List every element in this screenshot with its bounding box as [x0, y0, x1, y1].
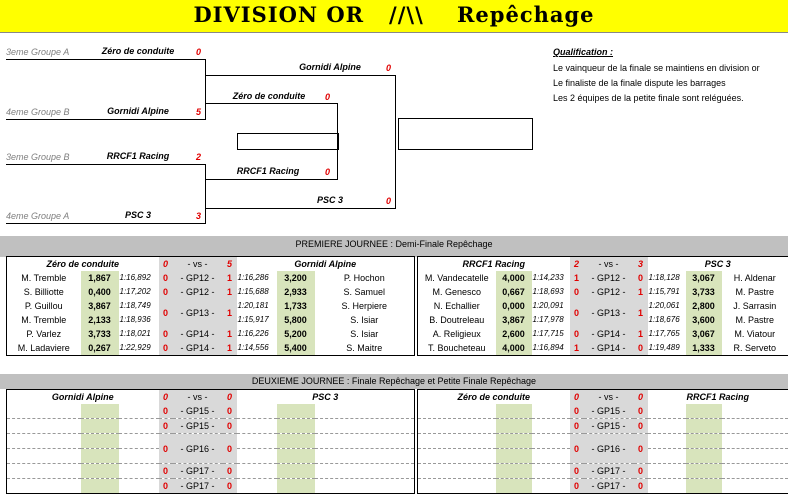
player-name[interactable]: S. Billiotte — [23, 287, 64, 297]
player-name[interactable]: P. Guillou — [24, 301, 63, 311]
race-score: 1 — [223, 299, 237, 327]
race-label: - GP12 - — [173, 285, 223, 299]
team-b-name: Gornidi Alpine — [294, 259, 357, 269]
race-score: 0 — [159, 404, 173, 419]
team-b-score: 0 — [634, 390, 648, 405]
player-points: 3,067 — [686, 327, 722, 341]
player-row — [7, 464, 415, 479]
race-score: 1 — [223, 327, 237, 341]
player-name-cell[interactable] — [418, 464, 496, 479]
section-header: DEUXIEME JOURNEE : Finale Repêchage et Petite Finale Repêchage — [251, 376, 537, 386]
lap-time: 1:17,202 — [119, 287, 151, 296]
player-points: 1,733 — [277, 299, 315, 313]
player-points: 0,667 — [496, 285, 532, 299]
race-label: - GP13 - — [173, 299, 223, 327]
player-name-cell[interactable] — [7, 419, 81, 434]
lap-time-cell — [237, 449, 277, 464]
race-label: - GP14 - — [173, 341, 223, 356]
player-row — [418, 341, 788, 356]
race-score: 0 — [159, 271, 173, 285]
player-row — [7, 434, 415, 449]
race-score: 0 — [223, 464, 237, 479]
lap-time-cell — [237, 464, 277, 479]
player-name-cell[interactable] — [722, 479, 788, 494]
player-points-cell — [686, 449, 722, 464]
lap-time: 1:15,791 — [648, 287, 680, 296]
player-points-cell — [686, 464, 722, 479]
lap-time: 1:16,892 — [119, 273, 151, 282]
player-name[interactable]: B. Doutreleau — [429, 315, 485, 325]
race-score: 0 — [223, 404, 237, 419]
player-name[interactable]: M. Vandecatelle — [424, 273, 489, 283]
player-name[interactable]: S. Maitre — [346, 343, 383, 353]
player-points-cell — [686, 479, 722, 494]
player-points-cell — [686, 434, 722, 449]
race-score: 0 — [634, 341, 648, 356]
race-score: 0 — [570, 299, 584, 327]
player-points: 0,000 — [496, 299, 532, 313]
vs-label: - vs - — [584, 257, 634, 272]
race-score: 1 — [223, 271, 237, 285]
lap-time-cell — [532, 464, 570, 479]
lap-time: 1:20,091 — [532, 301, 564, 310]
lap-time-cell — [648, 449, 686, 464]
player-points: 3,867 — [496, 313, 532, 327]
lap-time: 1:20,181 — [237, 301, 269, 310]
bracket-score: 0 — [325, 92, 331, 102]
player-name-cell[interactable] — [315, 464, 415, 479]
team-b-score: 5 — [223, 257, 237, 272]
vs-label: - vs - — [584, 390, 634, 405]
bracket-score: 0 — [325, 167, 331, 177]
player-points-cell — [496, 404, 532, 419]
player-row — [7, 419, 415, 434]
player-name[interactable]: M. Pastre — [735, 315, 775, 325]
player-name-cell[interactable] — [722, 404, 788, 419]
player-points: 1,333 — [686, 341, 722, 356]
qualification-line: Les 2 équipes de la petite finale sont reléguées. — [553, 93, 744, 103]
player-row — [7, 285, 415, 299]
race-label: - GP12 - — [173, 271, 223, 285]
lap-time: 1:15,688 — [237, 287, 269, 296]
player-row — [7, 479, 415, 494]
player-name-cell[interactable] — [7, 449, 81, 464]
race-score: 0 — [570, 434, 584, 464]
team-a-score: 2 — [570, 257, 584, 272]
lap-time-cell — [532, 434, 570, 449]
player-name-cell[interactable] — [418, 434, 496, 449]
team-b-name: PSC 3 — [704, 259, 731, 269]
race-label: - GP17 - — [584, 464, 634, 479]
player-points-cell — [81, 419, 119, 434]
race-score: 0 — [570, 479, 584, 494]
team-a-name: RRCF1 Racing — [462, 259, 525, 269]
player-points-cell — [81, 479, 119, 494]
player-points: 5,800 — [277, 313, 315, 327]
final-winner-box — [398, 118, 533, 150]
bracket-team[interactable]: RRCF1 Racing — [106, 151, 170, 161]
race-score: 1 — [634, 327, 648, 341]
lap-time-cell — [237, 434, 277, 449]
player-points: 2,133 — [81, 313, 119, 327]
player-points: 2,600 — [496, 327, 532, 341]
race-score: 0 — [159, 464, 173, 479]
lap-time-cell — [119, 479, 159, 494]
match-table — [417, 389, 788, 494]
player-name-cell[interactable] — [722, 419, 788, 434]
lap-time: 1:17,978 — [532, 315, 564, 324]
race-score: 1 — [223, 285, 237, 299]
lap-time: 1:15,917 — [237, 315, 269, 324]
lap-time-cell — [532, 479, 570, 494]
lap-time: 1:14,556 — [237, 343, 269, 352]
player-name[interactable]: M. Ladaviere — [17, 343, 70, 353]
race-score: 0 — [570, 464, 584, 479]
match-table — [6, 256, 415, 356]
lap-time: 1:16,894 — [532, 343, 564, 352]
race-label: - GP15 - — [173, 419, 223, 434]
race-label: - GP12 - — [584, 285, 634, 299]
race-label: - GP16 - — [584, 434, 634, 464]
player-points-cell — [277, 464, 315, 479]
race-score: 0 — [634, 464, 648, 479]
player-name-cell[interactable] — [418, 419, 496, 434]
lap-time: 1:18,936 — [119, 315, 151, 324]
player-points-cell — [81, 404, 119, 419]
team-b-score: 0 — [223, 390, 237, 405]
player-name-cell[interactable] — [722, 449, 788, 464]
player-name-cell[interactable] — [418, 449, 496, 464]
player-points: 3,067 — [686, 271, 722, 285]
player-points-cell — [496, 479, 532, 494]
lap-time-cell — [119, 464, 159, 479]
race-score: 0 — [634, 434, 648, 464]
bracket-team[interactable]: PSC 3 — [124, 210, 151, 220]
player-name-cell[interactable] — [315, 449, 415, 464]
lap-time: 1:14,233 — [532, 273, 564, 282]
player-name-cell[interactable] — [315, 479, 415, 494]
qualification-line: Le finaliste de la finale dispute les barrages — [553, 78, 726, 88]
race-score: 0 — [159, 285, 173, 299]
player-name[interactable]: M. Tremble — [21, 273, 67, 283]
race-label: - GP17 - — [173, 479, 223, 494]
lap-time-cell — [119, 419, 159, 434]
player-points-cell — [277, 419, 315, 434]
bracket-team[interactable]: Zéro de conduite — [101, 46, 175, 56]
lap-time: 1:18,749 — [119, 301, 151, 310]
bracket-score: 0 — [196, 47, 202, 57]
player-points: 2,800 — [686, 299, 722, 313]
player-points-cell — [496, 449, 532, 464]
team-b-name: PSC 3 — [312, 392, 339, 402]
player-points: 1,867 — [81, 271, 119, 285]
group-label: 3eme Groupe B — [6, 152, 70, 162]
player-row — [418, 327, 788, 341]
player-name-cell[interactable] — [315, 434, 415, 449]
player-points-cell — [277, 449, 315, 464]
player-name-cell[interactable] — [7, 464, 81, 479]
lap-time-cell — [648, 434, 686, 449]
player-points: 2,933 — [277, 285, 315, 299]
player-name-cell[interactable] — [315, 419, 415, 434]
race-score: 0 — [570, 327, 584, 341]
player-name[interactable]: R. Serveto — [733, 343, 777, 353]
race-label: - GP15 - — [173, 404, 223, 419]
player-name-cell[interactable] — [7, 479, 81, 494]
player-name[interactable]: S. Isiar — [350, 315, 379, 325]
lap-time-cell — [237, 404, 277, 419]
race-label: - GP14 - — [584, 327, 634, 341]
lap-time-cell — [237, 479, 277, 494]
vs-label: - vs - — [173, 390, 223, 405]
player-name[interactable]: M. Pastre — [735, 287, 775, 297]
lap-time-cell — [648, 404, 686, 419]
race-score: 0 — [570, 404, 584, 419]
player-points-cell — [496, 464, 532, 479]
player-name[interactable]: T. Boucheteau — [427, 343, 486, 353]
player-row — [7, 327, 415, 341]
race-score: 0 — [159, 341, 173, 356]
lap-time: 1:17,715 — [532, 329, 564, 338]
lap-time: 1:16,226 — [237, 329, 269, 338]
team-a-score: 0 — [159, 257, 173, 272]
player-name[interactable]: N. Echallier — [433, 301, 480, 311]
player-name[interactable]: A. Religieux — [432, 329, 481, 339]
bracket-score: 2 — [196, 152, 202, 162]
player-name[interactable]: M. Genesco — [432, 287, 482, 297]
lap-time: 1:22,929 — [119, 343, 151, 352]
group-label: 4eme Groupe B — [6, 107, 70, 117]
race-score: 0 — [634, 419, 648, 434]
lap-time: 1:18,693 — [532, 287, 564, 296]
player-row — [418, 271, 788, 285]
race-label: - GP14 - — [584, 341, 634, 356]
lap-time-cell — [648, 464, 686, 479]
player-points-cell — [81, 464, 119, 479]
race-label: - GP12 - — [584, 271, 634, 285]
bracket-score: 3 — [196, 211, 202, 221]
page-title: DIVISION OR //\\ Repêchage — [193, 2, 595, 27]
player-row — [418, 464, 788, 479]
race-score: 0 — [634, 271, 648, 285]
player-points-cell — [277, 479, 315, 494]
section-header: PREMIERE JOURNEE : Demi-Finale Repêchage — [295, 239, 493, 249]
player-name-cell[interactable] — [418, 479, 496, 494]
match-table — [6, 389, 415, 494]
player-name[interactable]: P. Varlez — [26, 329, 62, 339]
player-points-cell — [277, 434, 315, 449]
race-label: - GP14 - — [173, 327, 223, 341]
player-points-cell — [81, 449, 119, 464]
player-row — [7, 271, 415, 285]
player-name-cell[interactable] — [7, 404, 81, 419]
race-score: 0 — [159, 299, 173, 327]
player-row — [7, 404, 415, 419]
lap-time: 1:18,021 — [119, 329, 151, 338]
race-score: 0 — [634, 479, 648, 494]
player-points: 3,200 — [277, 271, 315, 285]
lap-time-cell — [532, 419, 570, 434]
lap-time-cell — [119, 404, 159, 419]
lap-time-cell — [237, 419, 277, 434]
race-score: 0 — [159, 434, 173, 464]
player-row — [7, 299, 415, 313]
player-name[interactable]: S. Herpiere — [341, 301, 388, 311]
lap-time: 1:18,128 — [648, 273, 680, 282]
player-name[interactable]: M. Viatour — [734, 329, 776, 339]
team-a-name: Zéro de conduite — [46, 259, 120, 269]
player-name-cell[interactable] — [315, 404, 415, 419]
bracket-score: 0 — [386, 196, 392, 206]
player-points: 3,600 — [686, 313, 722, 327]
player-points: 3,733 — [686, 285, 722, 299]
lap-time-cell — [648, 419, 686, 434]
lap-time-cell — [119, 449, 159, 464]
race-score: 1 — [223, 341, 237, 356]
player-row — [418, 299, 788, 313]
team-a-score: 0 — [159, 390, 173, 405]
lap-time-cell — [532, 404, 570, 419]
race-label: - GP16 - — [173, 434, 223, 464]
race-label: - GP15 - — [584, 419, 634, 434]
bracket-team[interactable]: Gornidi Alpine — [299, 62, 361, 72]
race-score: 0 — [223, 479, 237, 494]
player-points: 5,400 — [277, 341, 315, 356]
race-score: 1 — [570, 341, 584, 356]
race-label: - GP15 - — [584, 404, 634, 419]
lap-time: 1:17,765 — [648, 329, 680, 338]
player-name[interactable]: H. Aldenar — [733, 273, 776, 283]
race-label: - GP17 - — [173, 464, 223, 479]
player-points-cell — [496, 434, 532, 449]
team-a-score: 0 — [570, 390, 584, 405]
race-score: 0 — [634, 404, 648, 419]
player-name-cell[interactable] — [722, 434, 788, 449]
team-a-name: Zéro de conduite — [457, 392, 531, 402]
player-points: 4,000 — [496, 341, 532, 356]
bracket-score: 0 — [386, 63, 392, 73]
bracket-score: 5 — [196, 107, 202, 117]
lap-time: 1:20,061 — [648, 301, 680, 310]
player-name-cell[interactable] — [722, 464, 788, 479]
race-score: 1 — [570, 271, 584, 285]
player-name[interactable]: S. Samuel — [343, 287, 386, 297]
match-table — [417, 256, 788, 356]
race-label: - GP17 - — [584, 479, 634, 494]
lap-time-cell — [119, 434, 159, 449]
bracket-team[interactable]: RRCF1 Racing — [236, 166, 300, 176]
lap-time-cell — [648, 479, 686, 494]
bracket-team[interactable]: Gornidi Alpine — [107, 106, 169, 116]
player-points-cell — [686, 404, 722, 419]
team-b-name: RRCF1 Racing — [686, 392, 750, 402]
lap-time: 1:19,489 — [648, 343, 680, 352]
player-name[interactable]: M. Tremble — [21, 315, 67, 325]
player-points: 3,733 — [81, 327, 119, 341]
player-points: 0,267 — [81, 341, 119, 356]
bracket-team[interactable]: PSC 3 — [316, 195, 343, 205]
race-score: 0 — [159, 419, 173, 434]
player-name-cell[interactable] — [418, 404, 496, 419]
player-points: 4,000 — [496, 271, 532, 285]
race-label: - GP13 - — [584, 299, 634, 327]
race-score: 1 — [634, 299, 648, 327]
player-row — [7, 341, 415, 356]
player-name[interactable]: P. Hochon — [343, 273, 385, 283]
vs-label: - vs - — [173, 257, 223, 272]
player-points: 0,400 — [81, 285, 119, 299]
race-score: 0 — [159, 479, 173, 494]
race-score: 0 — [223, 434, 237, 464]
player-points-cell — [81, 434, 119, 449]
player-points: 5,200 — [277, 327, 315, 341]
lap-time-cell — [532, 449, 570, 464]
race-score: 0 — [570, 419, 584, 434]
lap-time: 1:18,676 — [648, 315, 680, 324]
race-score: 1 — [634, 285, 648, 299]
player-row — [418, 479, 788, 494]
player-name-cell[interactable] — [7, 434, 81, 449]
player-name[interactable]: J. Sarrasin — [733, 301, 777, 311]
player-points-cell — [686, 419, 722, 434]
player-points-cell — [277, 404, 315, 419]
bracket-team[interactable]: Zéro de conduite — [232, 91, 306, 101]
player-points: 3,867 — [81, 299, 119, 313]
player-row — [418, 404, 788, 419]
group-label: 4eme Groupe A — [6, 211, 70, 221]
group-label: 3eme Groupe A — [6, 47, 70, 57]
race-score: 0 — [159, 327, 173, 341]
player-name[interactable]: S. Isiar — [350, 329, 379, 339]
race-score: 0 — [570, 285, 584, 299]
player-row — [418, 434, 788, 449]
lap-time: 1:16,286 — [237, 273, 269, 282]
qualification-heading: Qualification : — [553, 47, 614, 57]
player-points-cell — [496, 419, 532, 434]
race-score: 0 — [223, 419, 237, 434]
player-row — [418, 285, 788, 299]
qualification-line: Le vainqueur de la finale se maintiens en division or — [553, 63, 760, 73]
player-row — [418, 419, 788, 434]
team-b-score: 3 — [634, 257, 648, 272]
team-a-name: Gornidi Alpine — [51, 392, 114, 402]
